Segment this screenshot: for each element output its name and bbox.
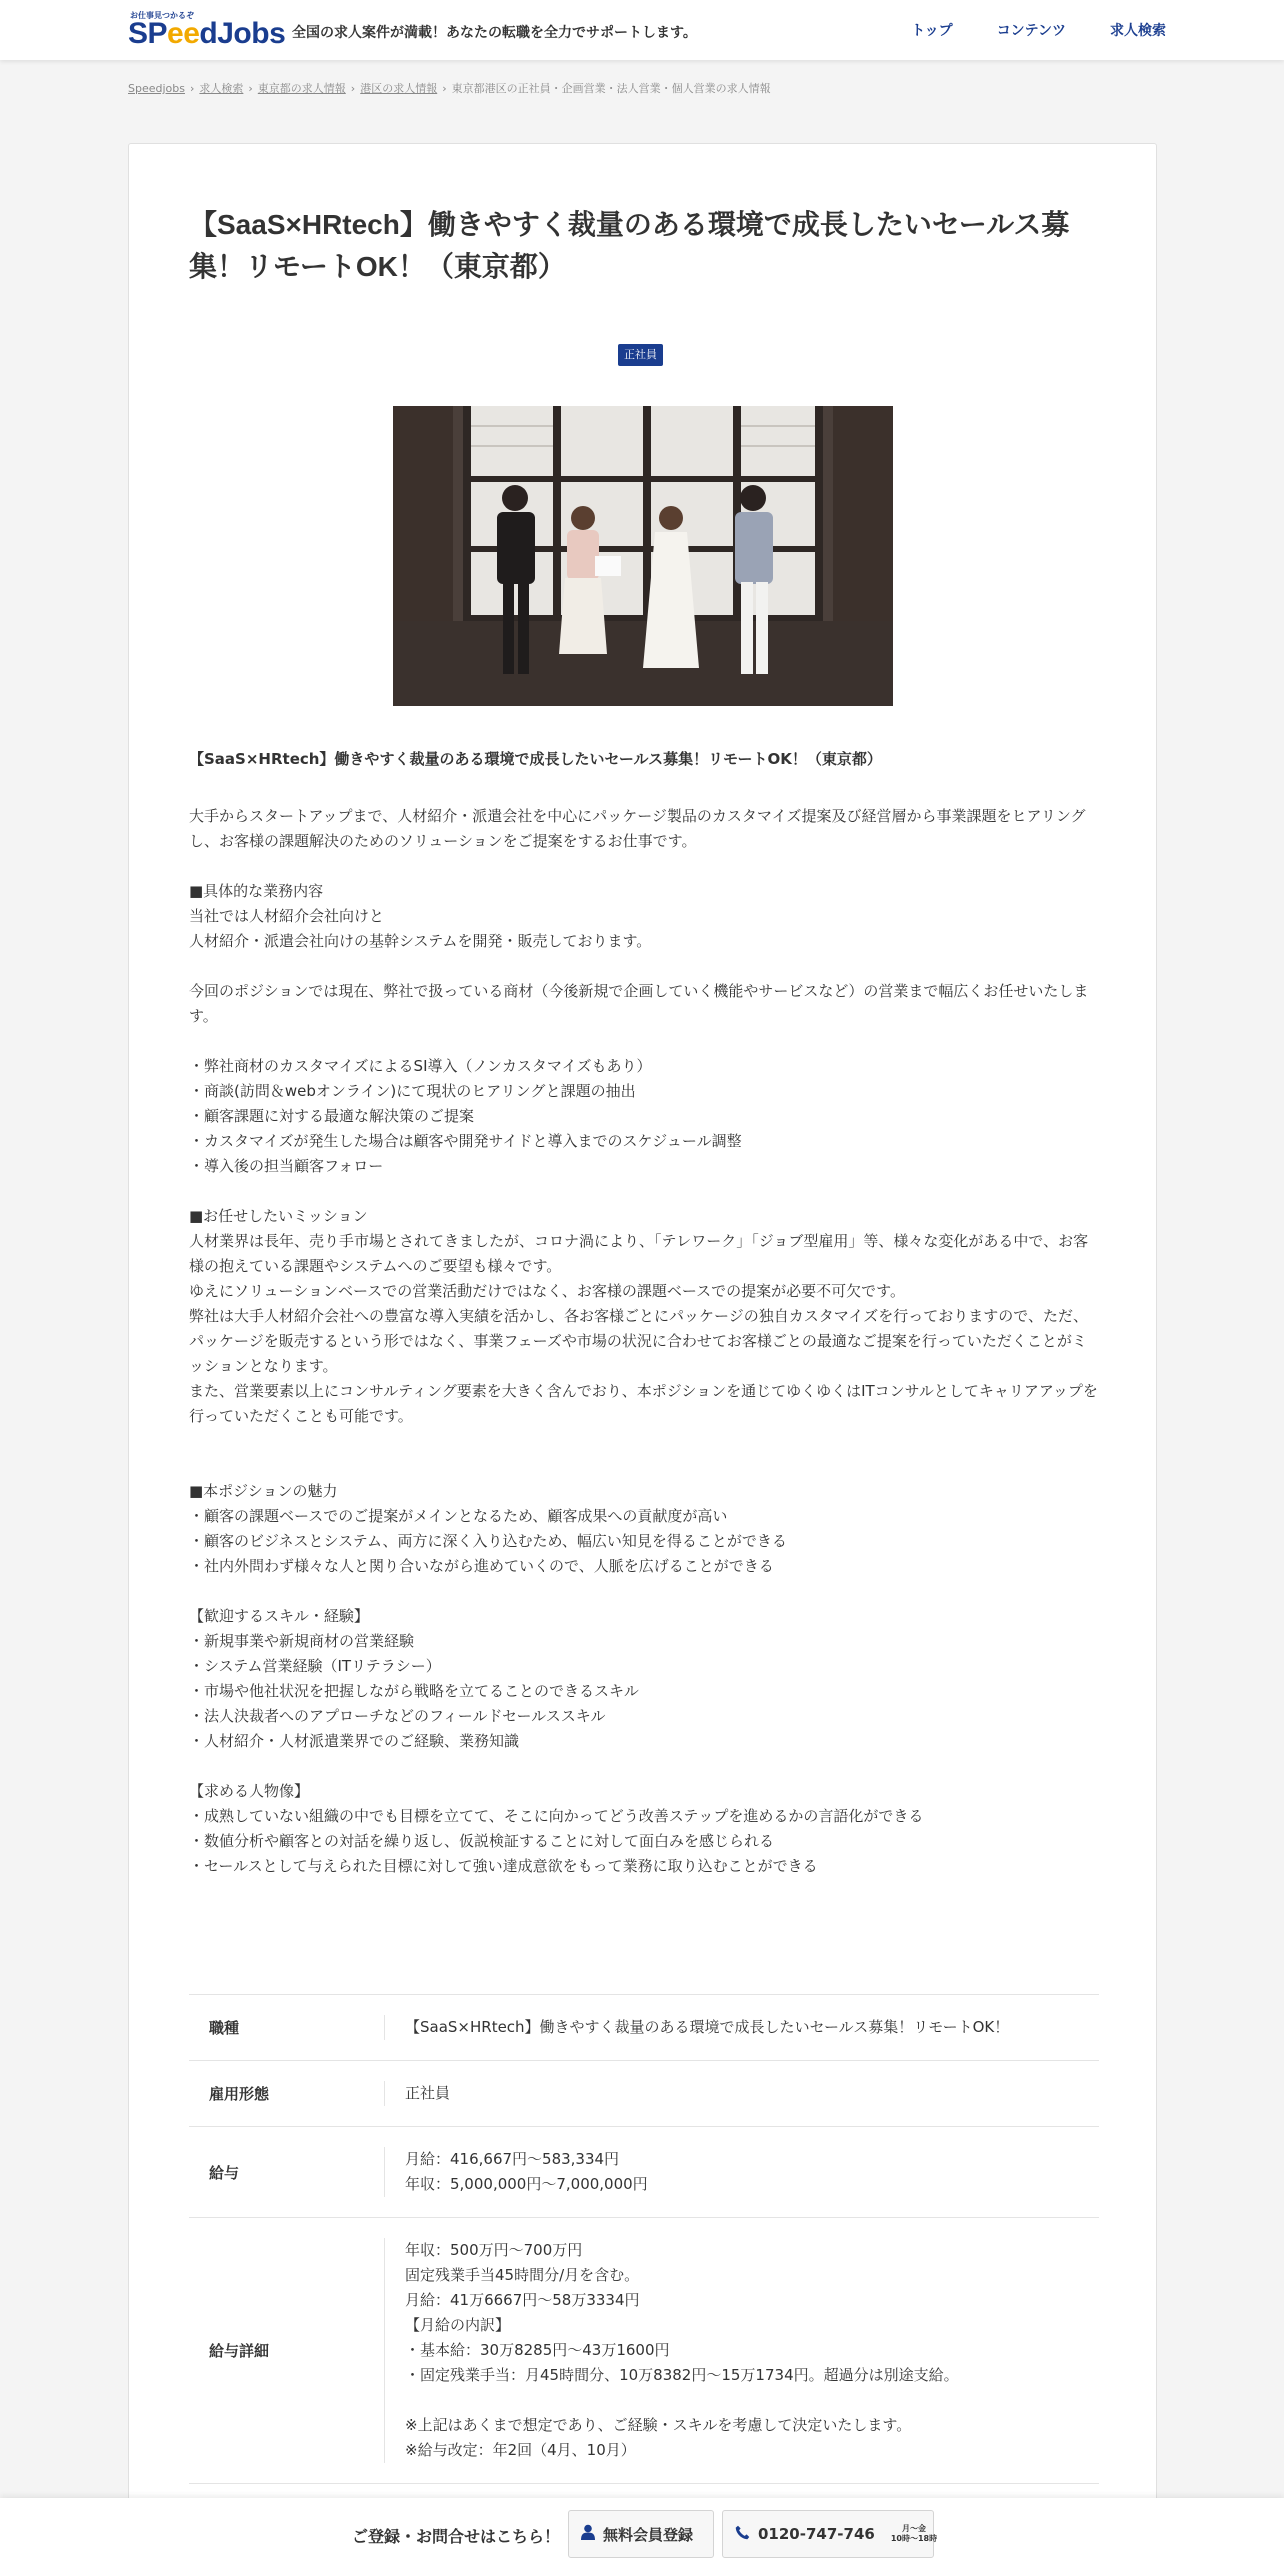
description-line: ・社内外問わず様々な人と関り合いながら進めていくので、人脈を広げることができる: [189, 1557, 774, 1575]
description-line: 【歓迎するスキル・経験】: [189, 1607, 369, 1625]
chevron-right-icon: ›: [189, 82, 195, 95]
breadcrumb: [128, 80, 771, 96]
job-info-table: [189, 1994, 1099, 2484]
table-value-line: ・固定残業手当：月45時間分、10万8382円〜15万1734円。超過分は別途支給。: [405, 2366, 959, 2384]
description-line: 弊社は大手人材紹介会社への豊富な導入実績を活かし、各お客様ごとにパッケージの独自カスタマイズを行っておりますので、ただ、パッケージを販売するという形ではなく、事業フェーズや市場の状況に合わせてお客様ごとの最適なご提案を行っていただくことがミッションとなります。: [189, 1307, 1088, 1375]
site-header: [0, 0, 1284, 60]
description-line: [189, 1454, 1099, 1479]
business-hours: [891, 2524, 937, 2544]
description-line: ・顧客のビジネスとシステム、両方に深く入り込むため、幅広い知見を得ることができる: [189, 1532, 787, 1550]
table-value-line: 月給：416,667円～583,334円: [405, 2150, 620, 2168]
breadcrumb-speedjobs[interactable]: Speedjobs: [128, 82, 185, 95]
description-line: [189, 1879, 1099, 1904]
description-line: ・カスタマイズが発生した場合は顧客や開発サイドと導入までのスケジュール調整: [189, 1132, 742, 1150]
breadcrumb-current: 東京都港区の正社員・企画営業・法人営業・個人営業の求人情報: [451, 82, 771, 95]
description-line: ・商談(訪問＆webオンライン)にて現状のヒアリングと課題の抽出: [189, 1082, 636, 1100]
main-nav: [911, 20, 1166, 40]
description-line: ・市場や他社状況を把握しながら戦略を立てることのできるスキル: [189, 1682, 639, 1700]
description-line: ・顧客課題に対する最適な解決策のご提案: [189, 1107, 475, 1125]
footer-cta-bar: [0, 2498, 1284, 2568]
description-line: 人材紹介・派遣会社向けの基幹システムを開発・販売しております。: [189, 932, 652, 950]
description-line: 今回のポジションでは現在、弊社で扱っている商材（今後新規で企画していく機能やサービスなど）の営業まで幅広くお任せいたします。: [189, 982, 1089, 1025]
nav-job-search[interactable]: 求人検索: [1110, 23, 1166, 39]
description-line: ・セールスとして与えられた目標に対して強い達成意欲をもって業務に取り込むことができる: [189, 1857, 818, 1875]
chevron-right-icon: ›: [248, 82, 253, 95]
breadcrumb-minato[interactable]: 港区の求人情報: [360, 82, 438, 95]
table-value-line: 年収：500万円～700万円: [405, 2241, 583, 2259]
description-line: [189, 1179, 1099, 1204]
description-line: [189, 1579, 1099, 1604]
table-header-salary: 給与: [209, 2163, 240, 2182]
employment-type-badge: 正社員: [618, 344, 663, 366]
description-line: ・数値分析や顧客との対話を繰り返し、仮説検証することに対して面白みを感じられる: [189, 1832, 775, 1850]
header-tagline: 全国の求人案件が満載！あなたの転職を全力でサポートします。: [292, 25, 697, 41]
description-line: ・新規事業や新規商材の営業経験: [189, 1632, 415, 1650]
nav-contents[interactable]: コンテンツ: [996, 23, 1066, 39]
phone-icon: [735, 2525, 750, 2544]
description-line: ■具体的な業務内容: [189, 882, 324, 900]
cta-text: ご登録・お問合せはこちら！: [352, 2527, 561, 2546]
phone-button[interactable]: [722, 2510, 938, 2558]
job-photo: [393, 406, 893, 706]
nav-top[interactable]: トップ: [911, 23, 953, 39]
description-line: ・成熟していない組織の中でも目標を立てて、そこに向かってどう改善ステップを進めるかの言語化ができる: [189, 1807, 924, 1825]
table-value-line: 月給：41万6667円～58万3334円: [405, 2291, 640, 2309]
description-line: [189, 954, 1099, 979]
job-subtitle: 【SaaS×HRtech】働きやすく裁量のある環境で成長したいセールス募集！リモートOK！（東京都）: [189, 750, 882, 768]
table-value: [384, 2238, 1099, 2463]
table-value-line: ※上記はあくまで想定であり、ご経験・スキルを考慮して決定いたします。: [405, 2416, 912, 2434]
table-row: [189, 1995, 1099, 2061]
table-value-line: ※給与改定：年2回（4月、10月）: [405, 2441, 636, 2459]
description-line: ・顧客の課題ベースでのご提案がメインとなるため、顧客成果への貢献度が高い: [189, 1507, 728, 1525]
user-icon: [581, 2524, 595, 2544]
description-line: ゆえにソリューションベースでの営業活動だけではなく、お客様の課題ベースでの提案が必要不可欠です。: [189, 1282, 905, 1300]
description-line: [189, 854, 1099, 879]
table-value-line: [405, 2388, 1099, 2413]
table-row: [189, 2061, 1099, 2127]
table-value-line: ・基本給：30万8285円〜43万1600円: [405, 2341, 670, 2359]
table-header-salary-detail: 給与詳細: [209, 2342, 270, 2360]
job-description: [189, 804, 1099, 1904]
description-line: また、営業要素以上にコンサルティング要素を大きく含んでおり、本ポジションを通じてゆくゆくはITコンサルとしてキャリアアップを行っていただくことも可能です。: [189, 1382, 1098, 1425]
job-detail-card: [128, 143, 1157, 2568]
description-line: 人材業界は長年、売り手市場とされてきましたが、コロナ渦により、「テレワーク」「ジョブ型雇用」等、様々な変化がある中で、お客様の抱えている課題やシステムへのご要望も様々です。: [189, 1232, 1089, 1275]
hours-time: 10時～18時: [890, 2534, 938, 2543]
phone-number: 0120-747-746: [758, 2525, 875, 2543]
chevron-right-icon: ›: [350, 82, 356, 95]
description-line: ・システム営業経験（ITリテラシー）: [189, 1657, 441, 1675]
register-button[interactable]: [568, 2510, 714, 2558]
table-value-line: 年収：5,000,000円～7,000,000円: [405, 2175, 648, 2193]
description-line: ■お任せしたいミッション: [189, 1207, 368, 1225]
description-line: ・法人決裁者へのアプローチなどのフィールドセールススキル: [189, 1707, 606, 1725]
description-line: [189, 1429, 1099, 1454]
hours-days: 月～金: [901, 2524, 926, 2533]
table-value-line: 正社員: [405, 2084, 451, 2102]
logo-wordmark: SPeedJobs: [128, 17, 286, 50]
description-line: ■本ポジションの魅力: [189, 1482, 338, 1500]
description-line: 大手からスタートアップまで、人材紹介・派遣会社を中心にパッケージ製品のカスタマイズ提案及び経営層から事業課題をヒアリングし、お客様の課題解決のためのソリューションをご提案をするお仕事です。: [189, 807, 1086, 850]
table-row: [189, 2218, 1099, 2484]
table-row: [189, 2127, 1099, 2218]
breadcrumb-job-search[interactable]: 求人検索: [199, 82, 244, 95]
table-value-line: 固定残業手当45時間分/月を含む。: [405, 2266, 640, 2284]
description-line: [189, 1029, 1099, 1054]
table-value-line: 【月給の内訳】: [405, 2316, 511, 2334]
speedjobs-logo[interactable]: [128, 10, 286, 50]
register-label: 無料会員登録: [603, 2525, 694, 2544]
table-value: [384, 2081, 1099, 2106]
job-title: 【SaaS×HRtech】働きやすく裁量のある環境で成長したいセールス募集！リモートOK！（東京都）: [189, 209, 1070, 282]
description-line: 【求める人物像】: [189, 1782, 310, 1800]
table-header-employment: 雇用形態: [209, 2085, 270, 2103]
description-line: [189, 1754, 1099, 1779]
description-line: 当社では人材紹介会社向けと: [189, 907, 385, 925]
description-line: ・導入後の担当顧客フォロー: [189, 1157, 384, 1175]
description-line: ・弊社商材のカスタマイズによるSI導入（ノンカスタマイズもあり）: [189, 1057, 652, 1075]
table-value-line: 【SaaS×HRtech】働きやすく裁量のある環境で成長したいセールス募集！リモートOK！: [405, 2018, 1010, 2036]
description-line: ・人材紹介・人材派遣業界でのご経験、業務知識: [189, 1732, 520, 1750]
table-value: [384, 2147, 1099, 2197]
breadcrumb-tokyo[interactable]: 東京都の求人情報: [257, 82, 346, 95]
chevron-right-icon: ›: [442, 82, 447, 95]
table-value: [384, 2015, 1099, 2040]
table-header-job-type: 職種: [209, 2019, 240, 2037]
logo-caption: お仕事見つかるぞ: [130, 11, 194, 20]
